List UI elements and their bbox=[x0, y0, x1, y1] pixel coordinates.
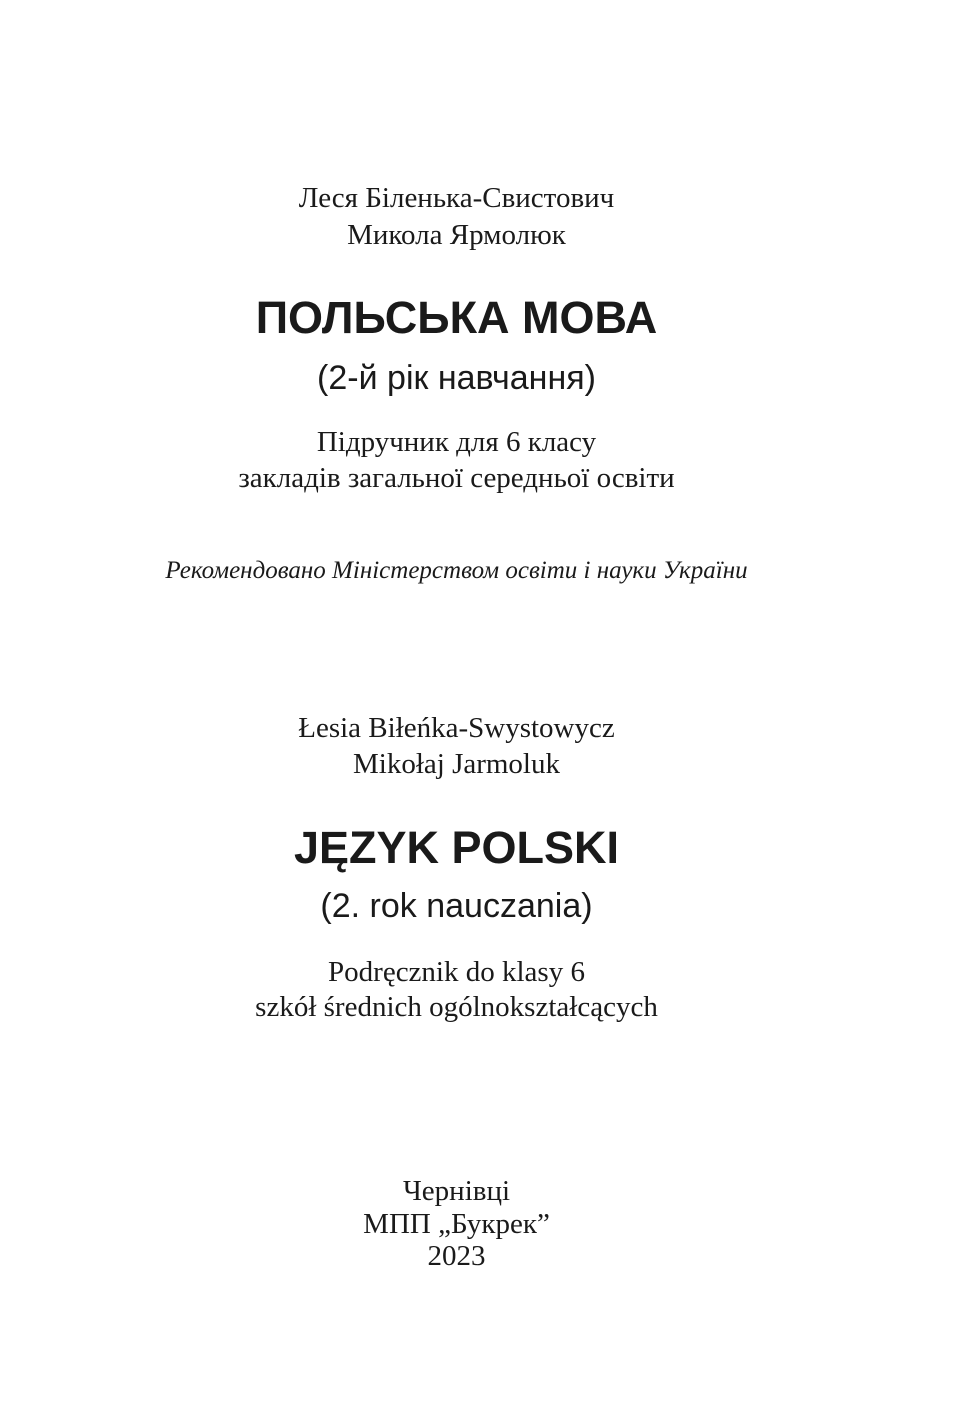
author-ua-2: Микола Ярмолюк bbox=[347, 219, 566, 251]
book-subtitle-ua: (2-й рік навчання) bbox=[317, 359, 596, 397]
imprint-publisher: МПП „Букрек” bbox=[363, 1208, 550, 1240]
author-ua-1: Леся Біленька-Свистович bbox=[298, 182, 615, 214]
description-pl-2: szkół średnich ogólnokształcących bbox=[255, 991, 658, 1023]
description-ua-1: Підручник для 6 класу bbox=[316, 426, 597, 458]
book-subtitle-pl: (2. rok nauczania) bbox=[320, 887, 593, 925]
author-pl-2: Mikołaj Jarmoluk bbox=[352, 748, 560, 780]
recommendation-note: Рекомендовано Міністерством освіти і науки України bbox=[165, 557, 748, 584]
description-ua-2: закладів загальної середньої освіти bbox=[238, 462, 675, 494]
imprint-year: 2023 bbox=[427, 1240, 486, 1272]
book-title-pl: JĘZYK POLSKI bbox=[293, 822, 620, 873]
author-pl-1: Łesia Biłeńka-Swystowycz bbox=[298, 712, 615, 744]
imprint-city: Чернівці bbox=[402, 1175, 511, 1207]
description-pl-1: Podręcznik do klasy 6 bbox=[328, 956, 585, 988]
book-title-ua: ПОЛЬСЬКА МОВА bbox=[255, 292, 658, 343]
